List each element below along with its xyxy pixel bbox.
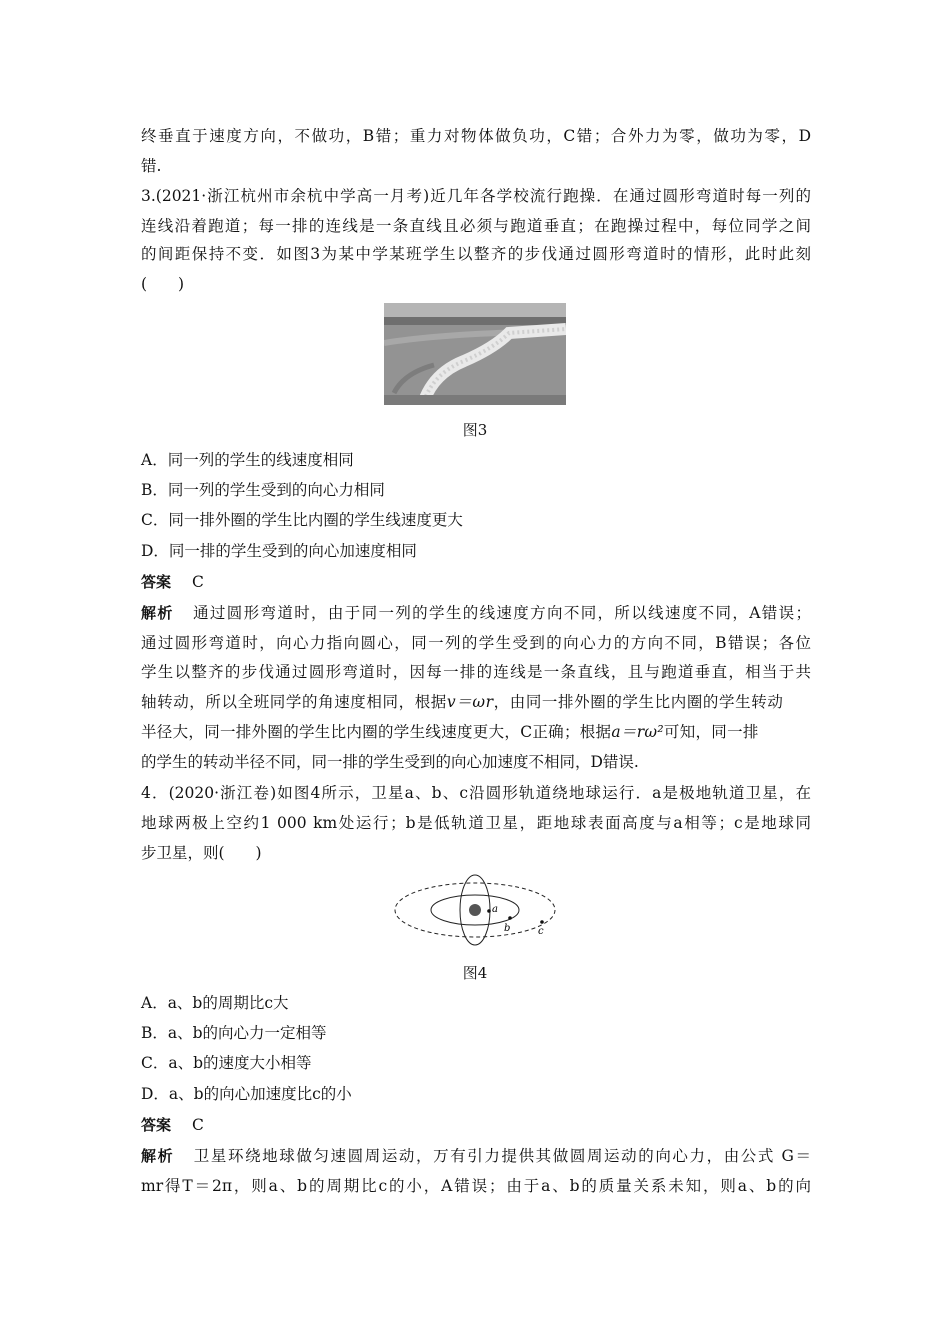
- analysis-line: [141, 603, 811, 623]
- figure-4-caption: 图4: [462, 964, 488, 982]
- analysis-text: 半径大，同一排外圈的学生比内圈的学生线速度更大，C正确；根据: [141, 723, 612, 741]
- analysis-line: 学生以整齐的步伐通过圆形弯道时，因每一排的连线是一条直线，且与跑道垂直，相当于共: [141, 663, 811, 681]
- answer-value: C: [191, 573, 204, 591]
- analysis-label: 解析: [141, 1147, 175, 1165]
- label-a: a: [492, 904, 498, 915]
- question-3-stem-line: 连线沿着跑道；每一排的连线是一条直线且必须与跑道垂直；在跑操过程中，每位同学之间: [141, 217, 811, 235]
- running-students-photo: [384, 303, 566, 405]
- satellite-a: [487, 909, 491, 913]
- answer-label: 答案: [141, 1116, 172, 1134]
- formula-a-r-omega-squared: a＝rω²: [611, 723, 664, 741]
- analysis-line: [141, 692, 811, 712]
- question-3-stem-line: 的间距保持不变．如图3为某中学某班学生以整齐的步伐通过圆形弯道时的情形，此时此刻: [141, 245, 811, 263]
- satellite-c: [540, 920, 544, 924]
- answer-value: C: [191, 1116, 204, 1134]
- analysis-text: 可知，同一排: [663, 723, 759, 741]
- satellite-b: [508, 916, 512, 920]
- figure-4-orbit-diagram: [393, 872, 559, 948]
- analysis-text: 通过圆形弯道时，由于同一列的学生的线速度方向不同，所以线速度不同，A错误；: [191, 604, 811, 622]
- option-d: D．a、b的向心加速度比c的小: [141, 1085, 352, 1103]
- question-4-stem-line: 步卫星，则( ): [141, 844, 262, 862]
- analysis-line: 的学生的转动半径不同，同一排的学生受到的向心加速度不相同，D错误.: [141, 753, 639, 771]
- earth-icon: [469, 904, 481, 916]
- question-4-stem-line: 地球两极上空约1 000 km处运行；b是低轨道卫星，距地球表面高度与a相等；c是地球同: [141, 814, 811, 832]
- text-line: 终垂直于速度方向，不做功，B错；重力对物体做负功，C错；合外力为零，做功为零，D: [141, 127, 811, 145]
- analysis-line: 通过圆形弯道时，向心力指向圆心，同一列的学生受到的向心力的方向不同，B错误；各位: [141, 634, 811, 652]
- analysis-text: 卫星环绕地球做匀速圆周运动，万有引力提供其做圆周运动的向心力，由公式 G＝: [192, 1147, 811, 1165]
- option-b: B．同一列的学生受到的向心力相同: [141, 481, 385, 499]
- question-3-answer-blank: ( ): [141, 275, 185, 293]
- label-b: b: [504, 923, 511, 934]
- option-c: C．同一排外圈的学生比内圈的学生线速度更大: [141, 511, 463, 529]
- question-4-stem-line: 4．(2020·浙江卷)如图4所示，卫星a、b、c沿圆形轨道绕地球运行．a是极地轨道卫星，在: [141, 784, 811, 802]
- analysis-label: 解析: [141, 604, 174, 622]
- label-c: c: [538, 926, 544, 937]
- option-d: D．同一排的学生受到的向心加速度相同: [141, 542, 417, 560]
- analysis-text: ，由同一排外圈的学生比内圈的学生转动: [493, 693, 784, 711]
- figure-3-photo: [384, 303, 566, 405]
- analysis-text: 轴转动，所以全班同学的角速度相同，根据: [141, 693, 447, 711]
- text-line: 错.: [141, 157, 162, 175]
- orbit-diagram: [393, 872, 559, 948]
- figure-3-caption: 图3: [462, 421, 488, 439]
- option-c: C．a、b的速度大小相等: [141, 1054, 312, 1072]
- analysis-line: [141, 722, 811, 742]
- answer-row: [141, 572, 811, 592]
- formula-v-omega-r: v＝ωr: [446, 693, 494, 711]
- option-a: A．a、b的周期比c大: [141, 994, 289, 1012]
- option-b: B．a、b的向心力一定相等: [141, 1024, 327, 1042]
- analysis-line: [141, 1146, 811, 1166]
- question-3-stem-line: 3.(2021·浙江杭州市余杭中学高一月考)近几年各学校流行跑操．在通过圆形弯道时每一列的: [141, 187, 811, 205]
- analysis-line: mr得T＝2π，则a、b的周期比c的小，A错误；由于a、b的质量关系未知，则a、b的向: [141, 1177, 811, 1195]
- answer-label: 答案: [141, 573, 172, 591]
- option-a: A．同一列的学生的线速度相同: [141, 451, 354, 469]
- answer-row: [141, 1115, 811, 1135]
